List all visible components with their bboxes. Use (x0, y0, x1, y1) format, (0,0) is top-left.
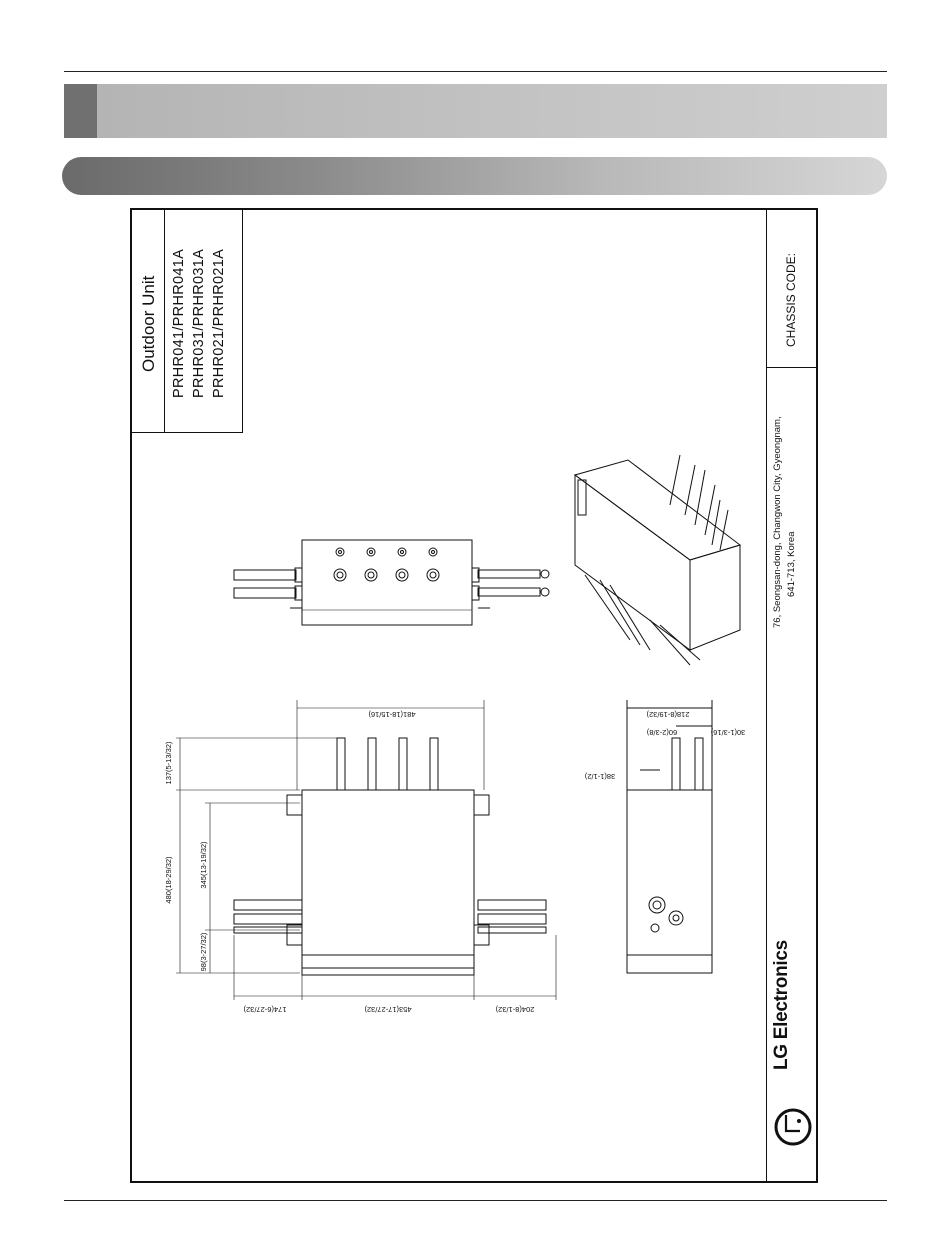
dim-body-width: 453(17-27/32) (364, 1005, 412, 1014)
dim-top-pipe-height: 137(5-13/32) (164, 741, 173, 785)
dim-side-offset: 30(1-3/16) (710, 728, 746, 737)
address-line-2: 641-713, Korea (786, 531, 797, 597)
address-line-1: 76, Seongsan-dong, Changwon City, Gyeongnam, (772, 416, 783, 628)
side-view-drawing (627, 700, 712, 973)
front-view-drawing (234, 738, 546, 975)
model-line-1: PRHR041/PRHR041A (171, 248, 187, 398)
dim-side-pipe: 38(1-1/2) (584, 772, 616, 781)
lg-logo-icon (776, 1110, 810, 1144)
dim-bottom-offset: 98(3-27/32) (199, 932, 208, 972)
dim-total-height: 480(18-29/32) (164, 856, 173, 904)
brand-logo-text: LG Electronics (771, 940, 792, 1070)
dim-side-spacing: 60(2-3/8) (646, 728, 678, 737)
dim-side-depth: 218(8-19/32) (646, 710, 690, 719)
dim-inner-height: 345(13-19/32) (199, 841, 208, 889)
isometric-view-drawing (575, 455, 740, 665)
chassis-code-label: CHASSIS CODE: (784, 252, 798, 347)
top-view-drawing (234, 540, 549, 625)
model-line-3: PRHR021/PRHR021A (211, 248, 227, 398)
title-block-heading: Outdoor Unit (139, 275, 158, 372)
dim-top-width: 481(18-15/16) (368, 710, 416, 719)
model-line-2: PRHR031/PRHR031A (191, 248, 207, 398)
dim-right-pipe: 204(8-1/32) (495, 1005, 535, 1014)
dim-left-pipe: 174(6-27/32) (243, 1005, 287, 1014)
bottom-rule (64, 1200, 887, 1201)
